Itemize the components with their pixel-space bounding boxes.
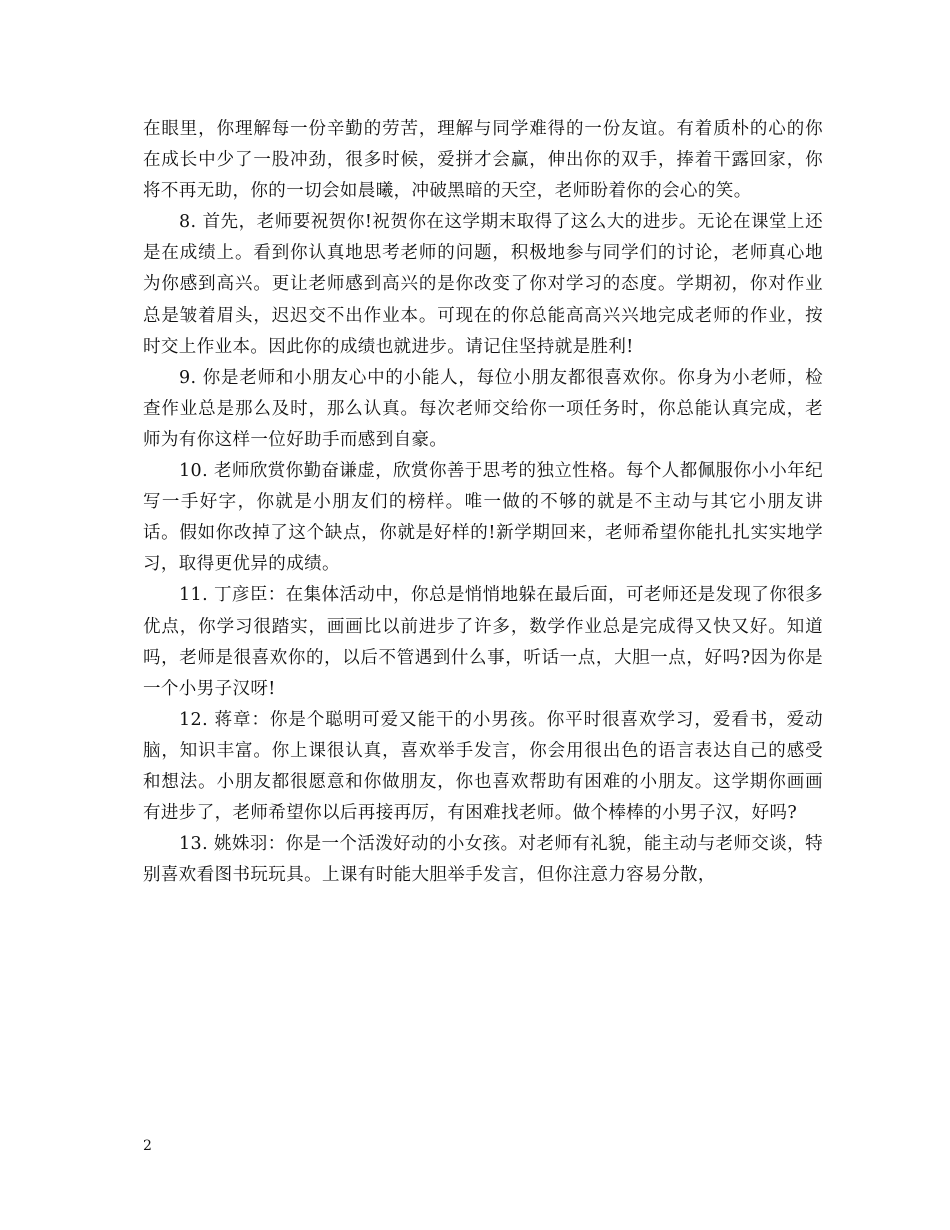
paragraph-comment-12: 12. 蒋章：你是个聪明可爱又能干的小男孩。你平时很喜欢学习，爱看书，爱动脑，知识丰富。你上课很认真，喜欢举手发言，你会用很出色的语言表达自己的感受和想法。小朋友都很愿意和你做朋友，你也喜欢帮助有困难的小朋友。这学期你画画有进步了，老师希望你以后再接再厉，有困难找老师。做个棒棒的小男子汉，好吗?	[143, 709, 823, 824]
paragraph-comment-9: 9. 你是老师和小朋友心中的小能人，每位小朋友都很喜欢你。你身为小老师，检查作业总是那么及时，那么认真。每次老师交给你一项任务时，你总能认真完成，老师为有你这样一位好助手而感到自豪。	[143, 367, 823, 450]
page-number: 2	[143, 1138, 152, 1154]
body-text	[143, 114, 823, 891]
paragraph-continuation: 在眼里，你理解每一份辛勤的劳苦，理解与同学难得的一份友谊。有着质朴的心的你在成长中少了一股冲劲，很多时候，爱拼才会赢，伸出你的双手，捧着干露回家，你将不再无助，你的一切会如晨曦，冲破黑暗的天空，老师盼着你的会心的笑。	[143, 119, 823, 202]
paragraph-comment-10: 10. 老师欣赏你勤奋谦虚，欣赏你善于思考的独立性格。每个人都佩服你小小年纪写一手好字，你就是小朋友们的榜样。唯一做的不够的就是不主动与其它小朋友讲话。假如你改掉了这个缺点，你就是好样的!新学期回来，老师希望你能扎扎实实地学习，取得更优异的成绩。	[143, 461, 823, 575]
paragraph-comment-13: 13. 姚姝羽：你是一个活泼好动的小女孩。对老师有礼貌，能主动与老师交谈，特别喜欢看图书玩玩具。上课有时能大胆举手发言，但你注意力容易分散，	[143, 834, 823, 886]
paragraph-comment-11: 11. 丁彦臣：在集体活动中，你总是悄悄地躲在最后面，可老师还是发现了你很多优点，你学习很踏实，画画比以前进步了许多，数学作业总是完成得又快又好。知道吗，老师是很喜欢你的，以后不管遇到什么事，听话一点，大胆一点，好吗?因为你是一个小男子汉呀!	[143, 585, 823, 699]
paragraph-comment-8: 8. 首先，老师要祝贺你!祝贺你在这学期末取得了这么大的进步。无论在课堂上还是在成绩上。看到你认真地思考老师的问题，积极地参与同学们的讨论，老师真心地为你感到高兴。更让老师感到高兴的是你改变了你对学习的态度。学期初，你对作业总是皱着眉头，迟迟交不出作业本。可现在的你总能高高兴兴地完成老师的作业，按时交上作业本。因此你的成绩也就进步。请记住坚持就是胜利!	[143, 212, 823, 357]
